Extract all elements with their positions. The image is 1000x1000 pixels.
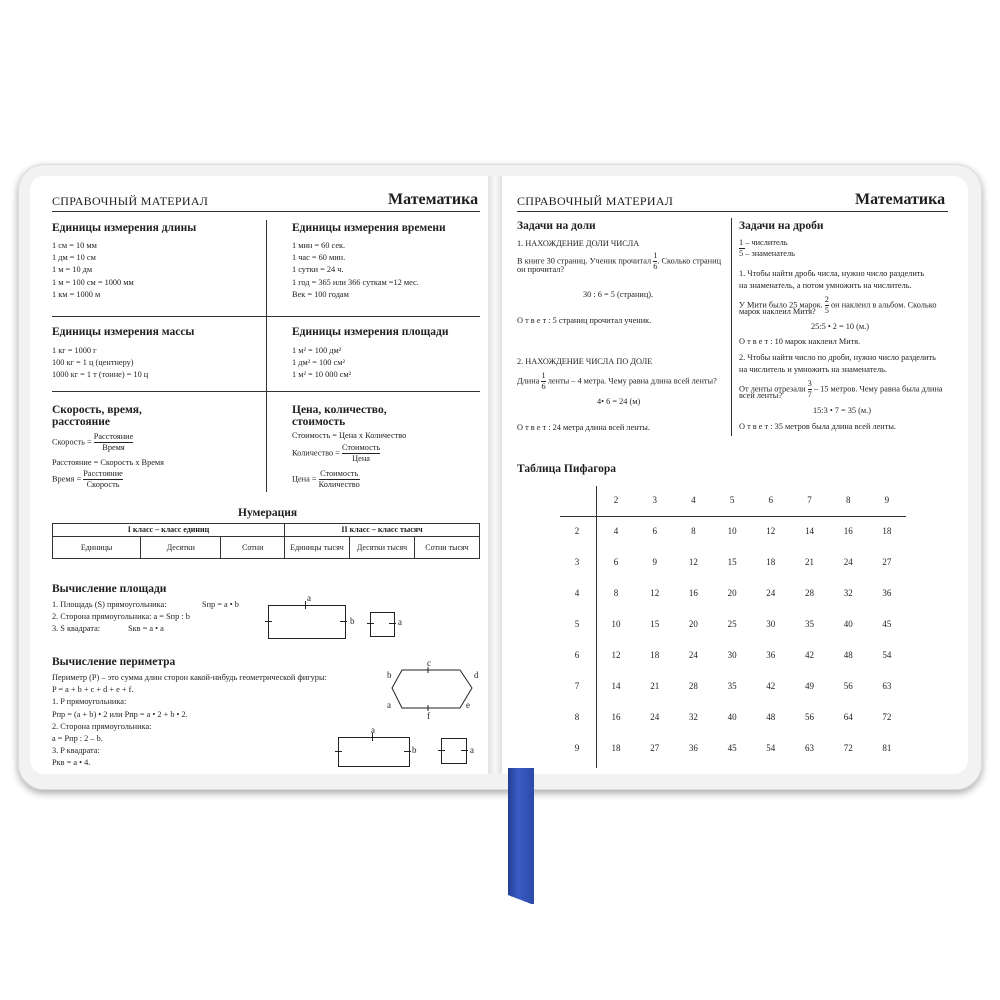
shares-equation: 30 : 6 = 5 (страниц). bbox=[583, 290, 654, 299]
fractions-task: От ленты отрезали $\frac{3}{7}$ – 15 метров. Чему равна была длина bbox=[739, 379, 943, 399]
perimeter-square bbox=[441, 738, 467, 764]
shares-answer: О т в е т : 5 страниц прочитал ученик. bbox=[517, 316, 652, 325]
table-cell: 27 bbox=[882, 557, 892, 567]
table-cell: 32 bbox=[688, 712, 698, 722]
table-cell: 18 bbox=[650, 650, 660, 660]
fractions-rule: 1. Чтобы найти дробь числа, нужно число разделить bbox=[739, 269, 925, 278]
table-cell: Единицы bbox=[53, 537, 141, 559]
hex-label: f bbox=[427, 711, 430, 721]
numeration-title: Нумерация bbox=[238, 507, 298, 519]
table-cell: 63 bbox=[882, 681, 892, 691]
table-cell: 54 bbox=[766, 743, 776, 753]
rectangle-figure bbox=[268, 605, 346, 639]
quantity-formula: Количество = $\frac{\text{Стоимость}}{\text{Цена}}$ bbox=[292, 443, 381, 463]
fractions-title: Задачи на дроби bbox=[739, 220, 824, 232]
table-cell: 63 bbox=[805, 743, 814, 753]
area-calc-line: 3. S квадрата: bbox=[52, 624, 101, 633]
table-axis-line bbox=[560, 516, 906, 517]
table-cell: 14 bbox=[805, 526, 814, 536]
table-cell: 14 bbox=[611, 681, 621, 691]
row-header-cell: 5 bbox=[574, 619, 580, 629]
table-cell: 12 bbox=[611, 650, 621, 660]
table-cell: 40 bbox=[727, 712, 737, 722]
table-cell: Десятки тысяч bbox=[350, 537, 415, 559]
table-cell: 56 bbox=[843, 681, 853, 691]
side-label: b bbox=[350, 616, 355, 626]
side-label: a bbox=[307, 593, 311, 603]
table-cell: 24 bbox=[650, 712, 660, 722]
row-header-cell: 6 bbox=[574, 650, 580, 660]
fraction-def: 1 – числитель bbox=[739, 238, 788, 247]
table-cell: 21 bbox=[650, 681, 660, 691]
table-cell: 24 bbox=[688, 650, 698, 660]
distance-formula: Расстояние = Скорость х Время bbox=[52, 458, 164, 467]
table-cell: 72 bbox=[843, 743, 853, 753]
table-cell: 25 bbox=[727, 619, 737, 629]
table-cell: 8 bbox=[613, 588, 619, 598]
side-label: a bbox=[470, 745, 474, 755]
table-cell: 48 bbox=[843, 650, 853, 660]
fractions-answer: О т в е т : 35 метров была длина всей ленты. bbox=[739, 422, 896, 431]
right-header-label: СПРАВОЧНЫЙ МАТЕРИАЛ bbox=[517, 194, 674, 208]
table-cell: 24 bbox=[766, 588, 776, 598]
table-cell: 35 bbox=[805, 619, 814, 629]
header-rule bbox=[517, 211, 948, 212]
table-cell: 48 bbox=[766, 712, 776, 722]
table-cell: 36 bbox=[882, 588, 892, 598]
speed-title: Скорость, время, расстояние bbox=[52, 404, 142, 428]
shares-subtitle: 2. НАХОЖДЕНИЕ ЧИСЛА ПО ДОЛЕ bbox=[517, 357, 653, 366]
shares-task: Длина $\frac{1}{6}$ ленты – 4 метра. Чему равна длина всей ленты? bbox=[517, 371, 717, 391]
table-cell: 6 bbox=[613, 557, 619, 567]
table-cell: 24 bbox=[843, 557, 853, 567]
row-header-cell: 3 bbox=[574, 557, 580, 567]
header-cell: 7 bbox=[807, 495, 812, 505]
table-cell: 42 bbox=[766, 681, 776, 691]
pyth-title: Таблица Пифагора bbox=[517, 463, 617, 475]
row-header-cell: 2 bbox=[574, 526, 580, 536]
table-cell: 9 bbox=[652, 557, 657, 567]
hex-label: e bbox=[466, 700, 470, 710]
numeration-table bbox=[52, 523, 480, 559]
area-calc-line: 2. Сторона прямоугольника: a = Sпр : b bbox=[52, 612, 190, 621]
hexagon-figure bbox=[380, 660, 480, 720]
table-cell: 6 bbox=[652, 526, 657, 536]
class-thousands-header: II класс – класс тысяч bbox=[285, 524, 480, 537]
shares-answer: О т в е т : 24 метра длина всей ленты. bbox=[517, 423, 650, 432]
bookmark-ribbon[interactable] bbox=[508, 768, 534, 904]
fractions-task: марок наклеил Митя? bbox=[739, 307, 816, 316]
table-cell: Единицы тысяч bbox=[285, 537, 350, 559]
fractions-equation: 15:3 • 7 = 35 (м.) bbox=[813, 406, 872, 415]
fractions-answer: О т в е т : 10 марок наклеил Митя. bbox=[739, 337, 861, 346]
area-units-title: Единицы измерения площади bbox=[292, 326, 449, 338]
fractions-equation: 25:5 • 2 = 10 (м.) bbox=[811, 322, 870, 331]
fractions-rule: на числитель и умножить на знаменатель. bbox=[739, 365, 887, 374]
table-cell: 28 bbox=[688, 681, 698, 691]
table-cell: 81 bbox=[882, 743, 892, 753]
class-units-header: I класс – класс единиц bbox=[53, 524, 285, 537]
header-cell: 6 bbox=[768, 495, 774, 505]
vertical-divider bbox=[266, 220, 267, 492]
fraction-def: 5 – знаменатель bbox=[739, 249, 795, 258]
perimeter-rectangle bbox=[338, 737, 410, 767]
right-header-title: Математика bbox=[855, 191, 946, 208]
header-cell: 4 bbox=[691, 495, 696, 505]
length-units-title: Единицы измерения длины bbox=[52, 222, 197, 234]
table-cell: 27 bbox=[650, 743, 660, 753]
table-cell: 10 bbox=[611, 619, 621, 629]
table-cell: 28 bbox=[805, 588, 814, 598]
shares-subtitle: 1. НАХОЖДЕНИЕ ДОЛИ ЧИСЛА bbox=[517, 239, 640, 248]
table-cell: 42 bbox=[805, 650, 814, 660]
table-cell: 64 bbox=[843, 712, 853, 722]
table-cell: 12 bbox=[766, 526, 776, 536]
area-units-list: 1 м² = 100 дм² 1 дм² = 100 см² 1 м² = 10 000 см² bbox=[292, 346, 352, 380]
shares-task: В книге 30 страниц. Ученик прочитал $\frac{1}{6}$ . Сколько страниц bbox=[517, 251, 722, 271]
side-label: a bbox=[371, 725, 375, 735]
fractions-rule: на знаменатель, а потом умножить на числитель. bbox=[739, 281, 912, 290]
table-cell: 54 bbox=[882, 650, 892, 660]
table-cell: 36 bbox=[766, 650, 776, 660]
table-cell: Десятки bbox=[141, 537, 221, 559]
side-label: b bbox=[412, 745, 417, 755]
time-units-title: Единицы измерения времени bbox=[292, 222, 446, 234]
row-header-cell: 8 bbox=[574, 712, 580, 722]
table-cell: 15 bbox=[727, 557, 737, 567]
table-cell: 20 bbox=[688, 619, 698, 629]
table-cell: 30 bbox=[766, 619, 776, 629]
fractions-task: всей ленты? bbox=[739, 391, 782, 400]
table-cell: 16 bbox=[611, 712, 621, 722]
table-cell: 35 bbox=[727, 681, 737, 691]
perimeter-title: Вычисление периметра bbox=[52, 656, 176, 668]
table-cell: 32 bbox=[843, 588, 853, 598]
mass-units-list: 1 кг = 1000 г 100 кг = 1 ц (центнеру) 1000 кг = 1 т (тонне) = 10 ц bbox=[52, 346, 149, 380]
header-cell: 9 bbox=[884, 495, 890, 505]
header-rule bbox=[52, 211, 480, 212]
table-cell: 12 bbox=[688, 557, 698, 567]
table-cell: 36 bbox=[688, 743, 698, 753]
row-header-cell: 9 bbox=[574, 743, 580, 753]
vertical-divider bbox=[731, 218, 732, 436]
time-units-list: 1 мин = 60 сек. 1 час = 60 мин. 1 сутки = 24 ч. 1 год = 365 или 366 суткам =12 мес. Век = 100 годам bbox=[292, 241, 419, 299]
price-formula: Цена = $\frac{\text{Стоимость}}{\text{Количество}}$ bbox=[292, 469, 360, 489]
mass-units-title: Единицы измерения массы bbox=[52, 326, 195, 338]
area-calc-formula: Sпр = a • b bbox=[202, 600, 239, 609]
table-cell: 30 bbox=[727, 650, 737, 660]
table-cell: Сотни тысяч bbox=[415, 537, 480, 559]
table-cell: 21 bbox=[805, 557, 814, 567]
table-axis-line bbox=[596, 486, 597, 768]
header-cell: 2 bbox=[613, 495, 619, 505]
table-cell: 18 bbox=[882, 526, 892, 536]
table-cell: 8 bbox=[691, 526, 696, 536]
row-header-cell: 7 bbox=[574, 681, 580, 691]
table-cell: 49 bbox=[805, 681, 814, 691]
page-gutter bbox=[488, 176, 502, 774]
table-cell: 12 bbox=[650, 588, 660, 598]
speed-formula: Скорость = $\frac{\text{Расстояние}}{\text{Время}}$ bbox=[52, 432, 134, 452]
hex-label: c bbox=[427, 658, 431, 668]
table-cell: 4 bbox=[613, 526, 619, 536]
table-cell: 16 bbox=[688, 588, 698, 598]
shares-equation: 4• 6 = 24 (м) bbox=[597, 397, 641, 406]
area-calc-line: 1. Площадь (S) прямоугольника: bbox=[52, 600, 167, 609]
time-formula: Время = $\frac{\text{Расстояние}}{\text{Скорость}}$ bbox=[52, 469, 123, 489]
area-calc-formula: Sкв = a • a bbox=[128, 624, 164, 633]
row-header-cell: 4 bbox=[574, 588, 580, 598]
table-cell: 15 bbox=[650, 619, 660, 629]
fractions-rule: 2. Чтобы найти число по дроби, нужно число разделить bbox=[739, 353, 936, 362]
shares-task: он прочитал? bbox=[517, 265, 565, 274]
table-cell: 56 bbox=[805, 712, 814, 722]
header-cell: 8 bbox=[845, 495, 851, 505]
square-figure bbox=[370, 612, 395, 637]
price-title: Цена, количество, стоимость bbox=[292, 404, 387, 428]
horizontal-divider bbox=[52, 316, 480, 317]
hex-label: d bbox=[474, 670, 479, 680]
table-cell: 45 bbox=[727, 743, 737, 753]
cost-formula: Стоимость = Цена х Количество bbox=[292, 431, 407, 440]
left-header-label: СПРАВОЧНЫЙ МАТЕРИАЛ bbox=[52, 194, 209, 208]
table-cell: 40 bbox=[843, 619, 853, 629]
horizontal-divider bbox=[52, 391, 480, 392]
side-label: a bbox=[398, 617, 402, 627]
header-cell: 5 bbox=[729, 495, 735, 505]
area-calc-title: Вычисление площади bbox=[52, 583, 167, 595]
length-units-list: 1 см = 10 мм 1 дм = 10 см 1 м = 10 дм 1 м = 100 см = 1000 мм 1 км = 1000 м bbox=[52, 241, 134, 299]
left-header-title: Математика bbox=[388, 191, 479, 208]
header-cell: 3 bbox=[652, 495, 657, 505]
fractions-task: У Мити было 25 марок. $\frac{2}{5}$ он наклеил в альбом. Сколько bbox=[739, 295, 937, 315]
table-cell: 16 bbox=[843, 526, 853, 536]
table-cell: 72 bbox=[882, 712, 892, 722]
pythagoras-table bbox=[560, 486, 910, 768]
table-cell: 18 bbox=[611, 743, 621, 753]
perimeter-text: Периметр (P) – это сумма длин сторон какой-нибудь геометрической фигуры: P = a + b + c + d + e + f. 1. P прямоугольника: Pпр = (a + b) • 2 или Pпр = a • 2 + b • 2. 2. Сторона прямоугольника: a = Pпр : 2 – b. 3. P квадрата: Pкв = a • 4. bbox=[52, 673, 327, 768]
table-cell: 45 bbox=[882, 619, 892, 629]
table-cell: 18 bbox=[766, 557, 776, 567]
shares-title: Задачи на доли bbox=[517, 220, 596, 232]
hex-label: a bbox=[387, 700, 391, 710]
table-cell: Сотни bbox=[221, 537, 285, 559]
table-cell: 10 bbox=[727, 526, 737, 536]
table-cell: 20 bbox=[727, 588, 737, 598]
hex-label: b bbox=[387, 670, 392, 680]
